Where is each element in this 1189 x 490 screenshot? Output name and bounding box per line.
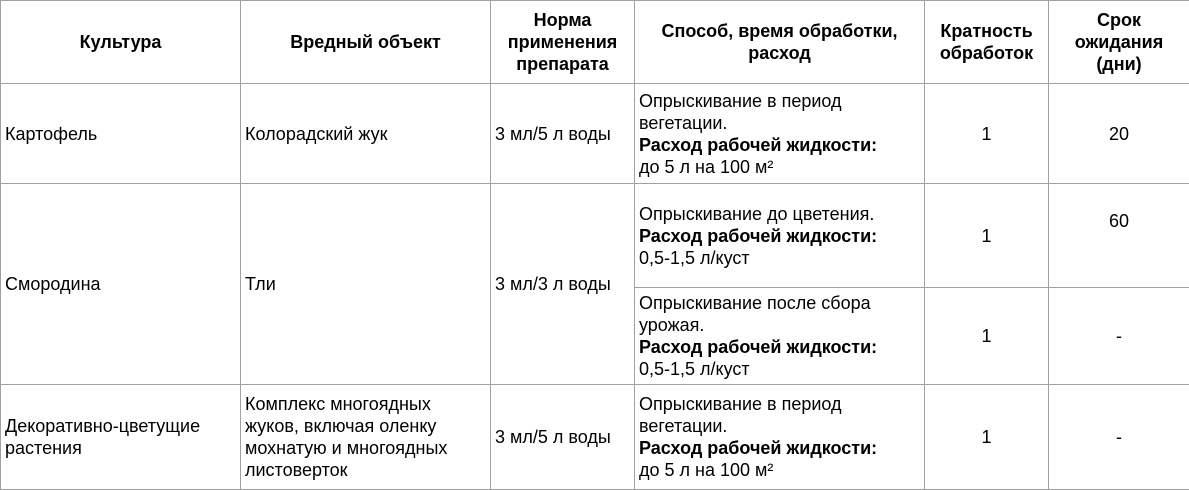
usage-label: Расход рабочей жидкости:: [639, 225, 920, 247]
cell-norm: 3 мл/5 л воды: [491, 84, 635, 184]
usage-value: до 5 л на 100 м²: [639, 459, 920, 481]
cell-method: [635, 288, 925, 385]
usage-value: 0,5-1,5 л/куст: [639, 358, 920, 380]
header-wait: Срок ожидания (дни): [1049, 1, 1189, 84]
cell-wait: 60: [1049, 184, 1189, 288]
cell-norm: 3 мл/3 л воды: [491, 184, 635, 385]
table-row: [1, 385, 1189, 490]
cell-count: 1: [925, 184, 1049, 288]
cell-count: 1: [925, 288, 1049, 385]
cell-count: 1: [925, 84, 1049, 184]
header-row: [1, 1, 1189, 84]
cell-wait: 20: [1049, 84, 1189, 184]
table-row: [1, 84, 1189, 184]
method-text: Опрыскивание после сбора урожая.: [639, 292, 920, 336]
cell-pest: Колорадский жук: [241, 84, 491, 184]
table-row: [1, 184, 1189, 288]
cell-pest: Тли: [241, 184, 491, 385]
usage-label: Расход рабочей жидкости:: [639, 437, 920, 459]
method-text: Опрыскивание в период вегетации.: [639, 90, 920, 134]
header-count: Кратность обработок: [925, 1, 1049, 84]
cell-method: [635, 385, 925, 490]
cell-culture: Декоративно-цветущие растения: [1, 385, 241, 490]
cell-method: [635, 84, 925, 184]
header-norm: Норма применения препарата: [491, 1, 635, 84]
method-text: Опрыскивание до цветения.: [639, 203, 920, 225]
method-text: Опрыскивание в период вегетации.: [639, 393, 920, 437]
cell-norm: 3 мл/5 л воды: [491, 385, 635, 490]
cell-culture: Смородина: [1, 184, 241, 385]
cell-wait: -: [1049, 288, 1189, 385]
usage-label: Расход рабочей жидкости:: [639, 336, 920, 358]
cell-method: [635, 184, 925, 288]
usage-value: до 5 л на 100 м²: [639, 156, 920, 178]
usage-value: 0,5-1,5 л/куст: [639, 247, 920, 269]
header-culture: Культура: [1, 1, 241, 84]
header-method: Способ, время обработки, расход: [635, 1, 925, 84]
cell-culture: Картофель: [1, 84, 241, 184]
cell-pest: Комплекс многоядных жуков, включая оленку мохнатую и многоядных листоверток: [241, 385, 491, 490]
usage-label: Расход рабочей жидкости:: [639, 134, 920, 156]
cell-wait: -: [1049, 385, 1189, 490]
header-pest: Вредный объект: [241, 1, 491, 84]
cell-count: 1: [925, 385, 1049, 490]
